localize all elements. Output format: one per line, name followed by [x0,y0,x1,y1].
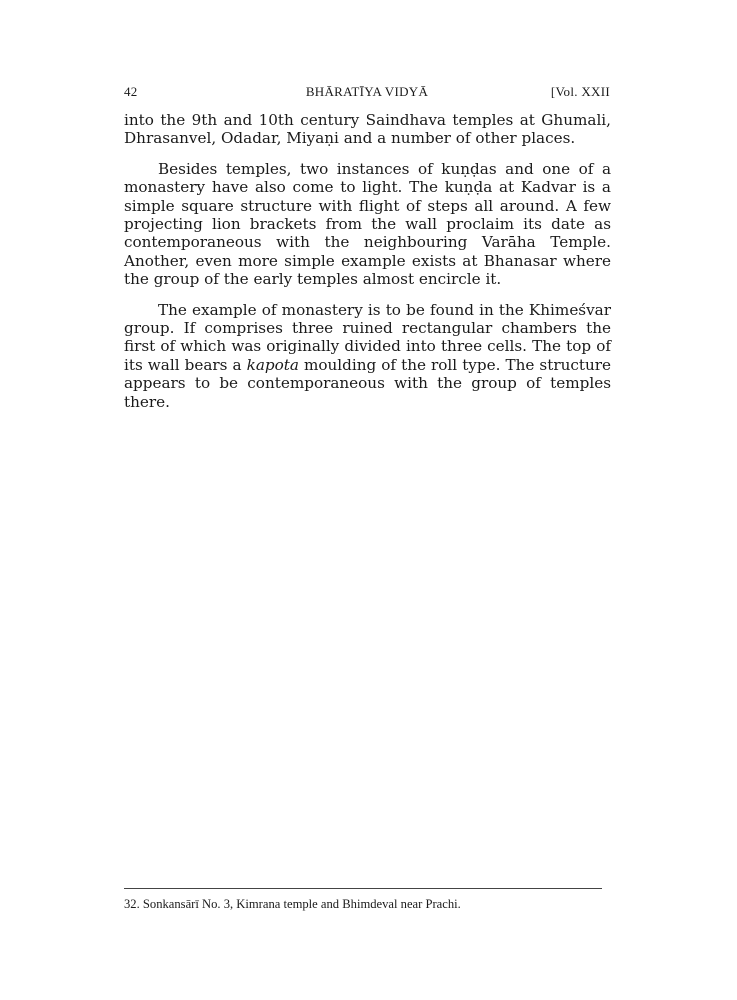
footnote-divider [124,888,602,889]
footnote-text: 32. Sonkansārī No. 3, Kimrana temple and Bhimdeval near Prachi. [124,897,461,911]
paragraph-monastery [124,301,611,411]
volume-label: [Vol. XXII [550,84,610,99]
body-text [124,111,611,423]
page-number: 42 [124,84,138,99]
running-head [124,84,610,102]
footnote [124,897,611,912]
paragraph-kundas: Besides temples, two instances of kuṇḍas and one of a monastery have also come to light. The kuṇḍa at Kadvar is a simple square structure with flight of steps all around. A few projecting lion brackets from the wall proclaim its date as contemporaneous with the neighbouring Varāha Temple. Another, even more simple example exists at Bhanasar where the group of the early temples almost encircle it. [124,159,611,289]
paragraph-monastery-text-2: moulding of the roll type. The structure appears to be contemporaneous with the group of temples there. [124,355,612,411]
journal-title: BHĀRATĪYA VIDYĀ [305,84,429,99]
paragraph-monastery-text-1: The example of monastery is to be found in the Khimeśvar group. If comprises three ruined rectangular chambers the first of which was originally divided into three cells. The top of its wall bears a [124,300,611,374]
paragraph-continuation: into the 9th and 10th century Saindhava temples at Ghumali, Dhrasanvel, Odadar, Miyaṇi and a number of other places. [124,111,611,148]
italic-term-kapota: kapota [246,355,299,374]
